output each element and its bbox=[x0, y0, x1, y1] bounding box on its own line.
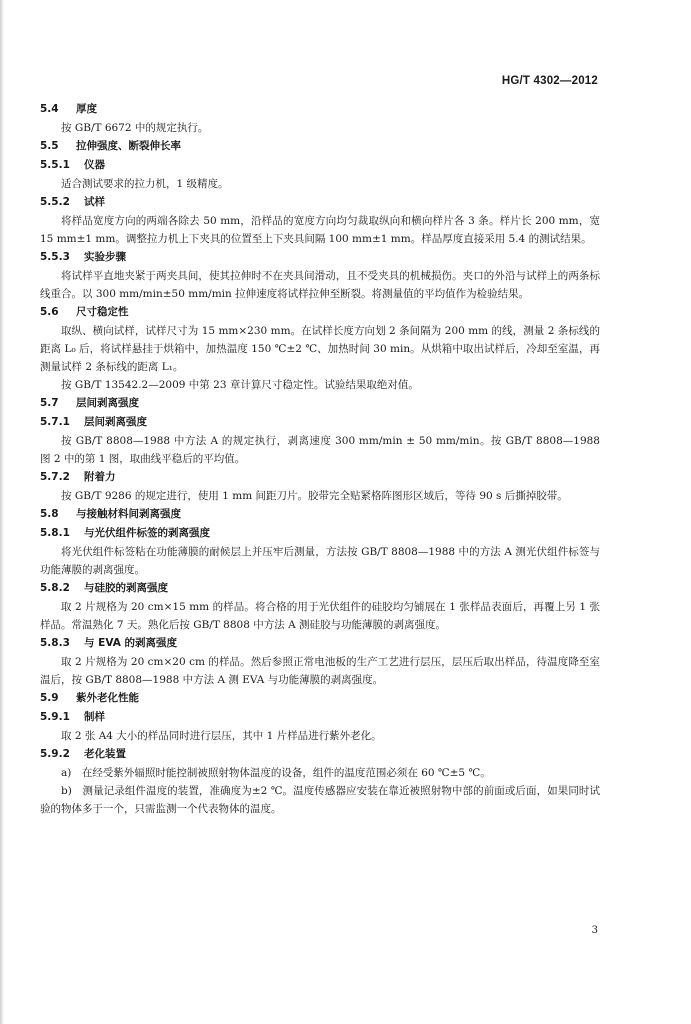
heading-5-5-2 bbox=[40, 193, 600, 212]
heading-5-7-2 bbox=[40, 468, 600, 487]
heading-number: 5.8.3 bbox=[40, 637, 70, 649]
heading-number: 5.6 bbox=[40, 306, 59, 318]
heading-5-9 bbox=[40, 689, 600, 708]
heading-number: 5.7 bbox=[40, 397, 59, 409]
standard-code-header: HG/T 4302—2012 bbox=[501, 75, 598, 87]
heading-title: 层间剥离强度 bbox=[76, 397, 139, 409]
heading-number: 5.9.1 bbox=[40, 711, 70, 723]
paragraph-5-5-1: 适合测试要求的拉力机，1 级精度。 bbox=[61, 178, 229, 190]
heading-number: 5.5.2 bbox=[40, 196, 70, 208]
heading-5-7-1 bbox=[40, 413, 600, 432]
heading-5-5-3 bbox=[40, 248, 600, 267]
paragraph-5-5-2: 将样品宽度方向的两端各除去 50 mm，沿样品的宽度方向均匀裁取纵向和横向样片各 3 条。样片长 200 mm，宽 15 mm±1 mm。调整拉力机上下夹具的位置至上下夹具间隔 100 mm±1 mm。样品厚度直接采用 5.4 的测试结果。 bbox=[40, 215, 600, 245]
paragraph-5-9-1: 取 2 张 A4 大小的样品同时进行层压，其中 1 片样品进行紫外老化。 bbox=[61, 730, 382, 742]
paragraph-5-8-1: 将光伏组件标签粘在功能薄膜的耐候层上并压牢后测量，方法按 GB/T 8808—1988 中的方法 A 测光伏组件标签与功能薄膜的剥离强度。 bbox=[40, 546, 600, 576]
paragraph-5-4: 按 GB/T 6672 中的规定执行。 bbox=[61, 122, 209, 134]
heading-title: 与接触材料间剥离强度 bbox=[76, 508, 181, 520]
heading-title: 层间剥离强度 bbox=[84, 416, 147, 428]
paragraph-5-7-1: 按 GB/T 8808—1988 中方法 A 的规定执行，剥离速度 300 mm/min ± 50 mm/min。按 GB/T 8808—1988 图 2 中的第 1 图，取曲线平稳后的平均值。 bbox=[40, 435, 600, 465]
heading-title: 仪器 bbox=[84, 159, 105, 171]
paragraph-5-8-3: 取 2 片规格为 20 cm×20 cm 的样品。然后参照正常电池板的生产工艺进行层压，层压后取出样品，待温度降至室温后，按 GB/T 8808—1988 中方法 A 测 EVA 与功能薄膜的剥离强度。 bbox=[40, 656, 600, 686]
paragraph-5-5-3: 将试样平直地夹紧于两夹具间，使其拉伸时不在夹具间滑动，且不受夹具的机械损伤。夹口的外沿与试样上的两条标线重合。以 300 mm/min±50 mm/min 拉伸速度将试样拉伸至断裂。将测量值的平均值作为检验结果。 bbox=[40, 270, 600, 300]
heading-number: 5.9.2 bbox=[40, 748, 70, 760]
document-body bbox=[40, 100, 600, 818]
list-item-b: b) 测量记录组件温度的装置，准确度为±2 ℃。温度传感器应安装在靠近被照射物中部的前面或后面，如果同时试验的物体多于一个，只需监测一个代表物体的温度。 bbox=[40, 785, 600, 815]
heading-number: 5.5 bbox=[40, 140, 59, 152]
heading-5-8-1 bbox=[40, 524, 600, 543]
heading-number: 5.5.3 bbox=[40, 251, 70, 263]
heading-title: 试样 bbox=[84, 196, 105, 208]
paragraph-5-6-b: 按 GB/T 13542.2—2009 中第 23 章计算尺寸稳定性。试验结果取绝对值。 bbox=[61, 379, 419, 391]
heading-title: 老化装置 bbox=[84, 748, 126, 760]
heading-5-8-3 bbox=[40, 634, 600, 653]
heading-title: 实验步骤 bbox=[84, 251, 126, 263]
heading-5-6 bbox=[40, 303, 600, 322]
paragraph-5-8-2: 取 2 片规格为 20 cm×15 mm 的样品。将合格的用于光伏组件的硅胶均匀铺展在 1 张样品表面后，再覆上另 1 张样品。常温熟化 7 天。熟化后按 GB/T 8808 中方法 A 测硅胶与功能薄膜的剥离强度。 bbox=[40, 601, 600, 631]
heading-title: 与 EVA 的剥离强度 bbox=[84, 637, 178, 649]
heading-number: 5.8.1 bbox=[40, 527, 70, 539]
heading-number: 5.5.1 bbox=[40, 159, 70, 171]
heading-number: 5.7.1 bbox=[40, 416, 70, 428]
heading-title: 附着力 bbox=[84, 471, 116, 483]
paragraph-5-6-a: 取纵、横向试样，试样尺寸为 15 mm×230 mm。在试样长度方向划 2 条间隔为 200 mm 的线，测量 2 条标线的距离 L₀ 后，将试样悬挂于烘箱中，加热温度 150 ℃±2 ℃、加热时间 30 min。从烘箱中取出试样后，冷却至室温，再测量试样 2 条标线的距离 L₁。 bbox=[40, 325, 600, 373]
scan-edge bbox=[0, 0, 4, 1024]
heading-title: 紫外老化性能 bbox=[76, 692, 139, 704]
heading-title: 与光伏组件标签的剥离强度 bbox=[84, 527, 210, 539]
heading-5-8 bbox=[40, 505, 600, 524]
heading-5-8-2 bbox=[40, 579, 600, 598]
heading-5-9-1 bbox=[40, 708, 600, 727]
heading-5-5-1 bbox=[40, 156, 600, 175]
heading-number: 5.8.2 bbox=[40, 582, 70, 594]
heading-5-7 bbox=[40, 394, 600, 413]
heading-title: 尺寸稳定性 bbox=[76, 306, 129, 318]
heading-title: 与硅胶的剥离强度 bbox=[84, 582, 168, 594]
heading-5-4 bbox=[40, 100, 600, 119]
heading-number: 5.7.2 bbox=[40, 471, 70, 483]
paragraph-5-7-2: 按 GB/T 9286 的规定进行，使用 1 mm 间距刀片。胶带完全贴紧格阵图形区域后，等待 90 s 后撕掉胶带。 bbox=[61, 490, 568, 502]
heading-number: 5.8 bbox=[40, 508, 59, 520]
heading-number: 5.9 bbox=[40, 692, 59, 704]
heading-5-9-2 bbox=[40, 745, 600, 764]
heading-number: 5.4 bbox=[40, 103, 59, 115]
heading-title: 制样 bbox=[84, 711, 105, 723]
page-number: 3 bbox=[591, 925, 598, 936]
list-item-a: a) 在经受紫外辐照时能控制被照射物体温度的设备，组件的温度范围必须在 60 ℃±5 ℃。 bbox=[61, 767, 491, 779]
heading-5-5 bbox=[40, 137, 600, 156]
heading-title: 厚度 bbox=[76, 103, 97, 115]
heading-title: 拉伸强度、断裂伸长率 bbox=[76, 140, 181, 152]
